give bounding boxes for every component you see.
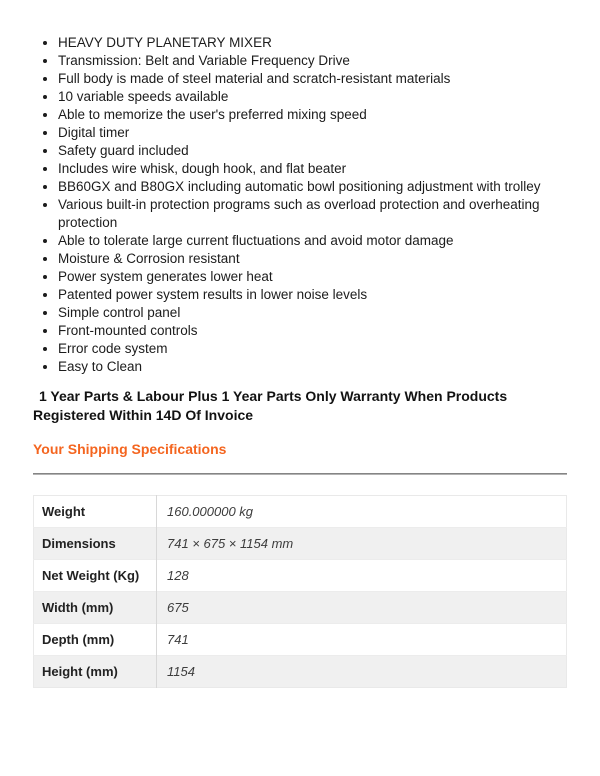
- feature-item: • BB60GX and B80GX including automatic bowl positioning adjustment with trolley: [58, 178, 567, 196]
- shipping-specs-heading: Your Shipping Specifications: [33, 441, 227, 457]
- spec-row: [34, 560, 567, 592]
- feature-item: • Able to tolerate large current fluctuations and avoid motor damage: [58, 232, 567, 250]
- feature-item: • Easy to Clean: [58, 358, 567, 376]
- feature-item: • Various built-in protection programs such as overload protection and overheating protection: [58, 196, 567, 232]
- feature-item: • Patented power system results in lower noise levels: [58, 286, 567, 304]
- feature-item: • Simple control panel: [58, 304, 567, 322]
- feature-item: • HEAVY DUTY PLANETARY MIXER: [58, 34, 567, 52]
- spec-row: [34, 656, 567, 688]
- feature-item: • Digital timer: [58, 124, 567, 142]
- spec-row: [34, 592, 567, 624]
- spec-label: Net Weight (Kg): [34, 560, 157, 592]
- spec-value: 741: [167, 632, 189, 647]
- spec-label: Depth (mm): [34, 624, 157, 656]
- spec-row: [34, 624, 567, 656]
- shipping-specs-table: [33, 495, 567, 688]
- spec-row: [34, 528, 567, 560]
- spec-value: 128: [167, 568, 189, 583]
- feature-item: • Transmission: Belt and Variable Frequency Drive: [58, 52, 567, 70]
- feature-item: • Safety guard included: [58, 142, 567, 160]
- spec-value: 741 × 675 × 1154 mm: [167, 536, 294, 551]
- section-divider: [33, 473, 567, 475]
- spec-label: Dimensions: [34, 528, 157, 560]
- spec-label: Width (mm): [34, 592, 157, 624]
- feature-item: • 10 variable speeds available: [58, 88, 567, 106]
- feature-item: • Includes wire whisk, dough hook, and flat beater: [58, 160, 567, 178]
- warranty-note: 1 Year Parts & Labour Plus 1 Year Parts Only Warranty When Products Registered Within 14D Of Invoice: [33, 388, 508, 423]
- feature-list: [33, 34, 567, 376]
- feature-item: • Moisture & Corrosion resistant: [58, 250, 567, 268]
- spec-label: Height (mm): [34, 656, 157, 688]
- feature-item: • Front-mounted controls: [58, 322, 567, 340]
- spec-value: 675: [167, 600, 189, 615]
- feature-item: • Error code system: [58, 340, 567, 358]
- spec-value: 160.000000 kg: [167, 504, 254, 519]
- spec-label: Weight: [34, 496, 157, 528]
- spec-value: 1154: [167, 664, 195, 679]
- spec-row: [34, 496, 567, 528]
- feature-item: • Power system generates lower heat: [58, 268, 567, 286]
- feature-item: • Full body is made of steel material and scratch-resistant materials: [58, 70, 567, 88]
- feature-item: • Able to memorize the user's preferred mixing speed: [58, 106, 567, 124]
